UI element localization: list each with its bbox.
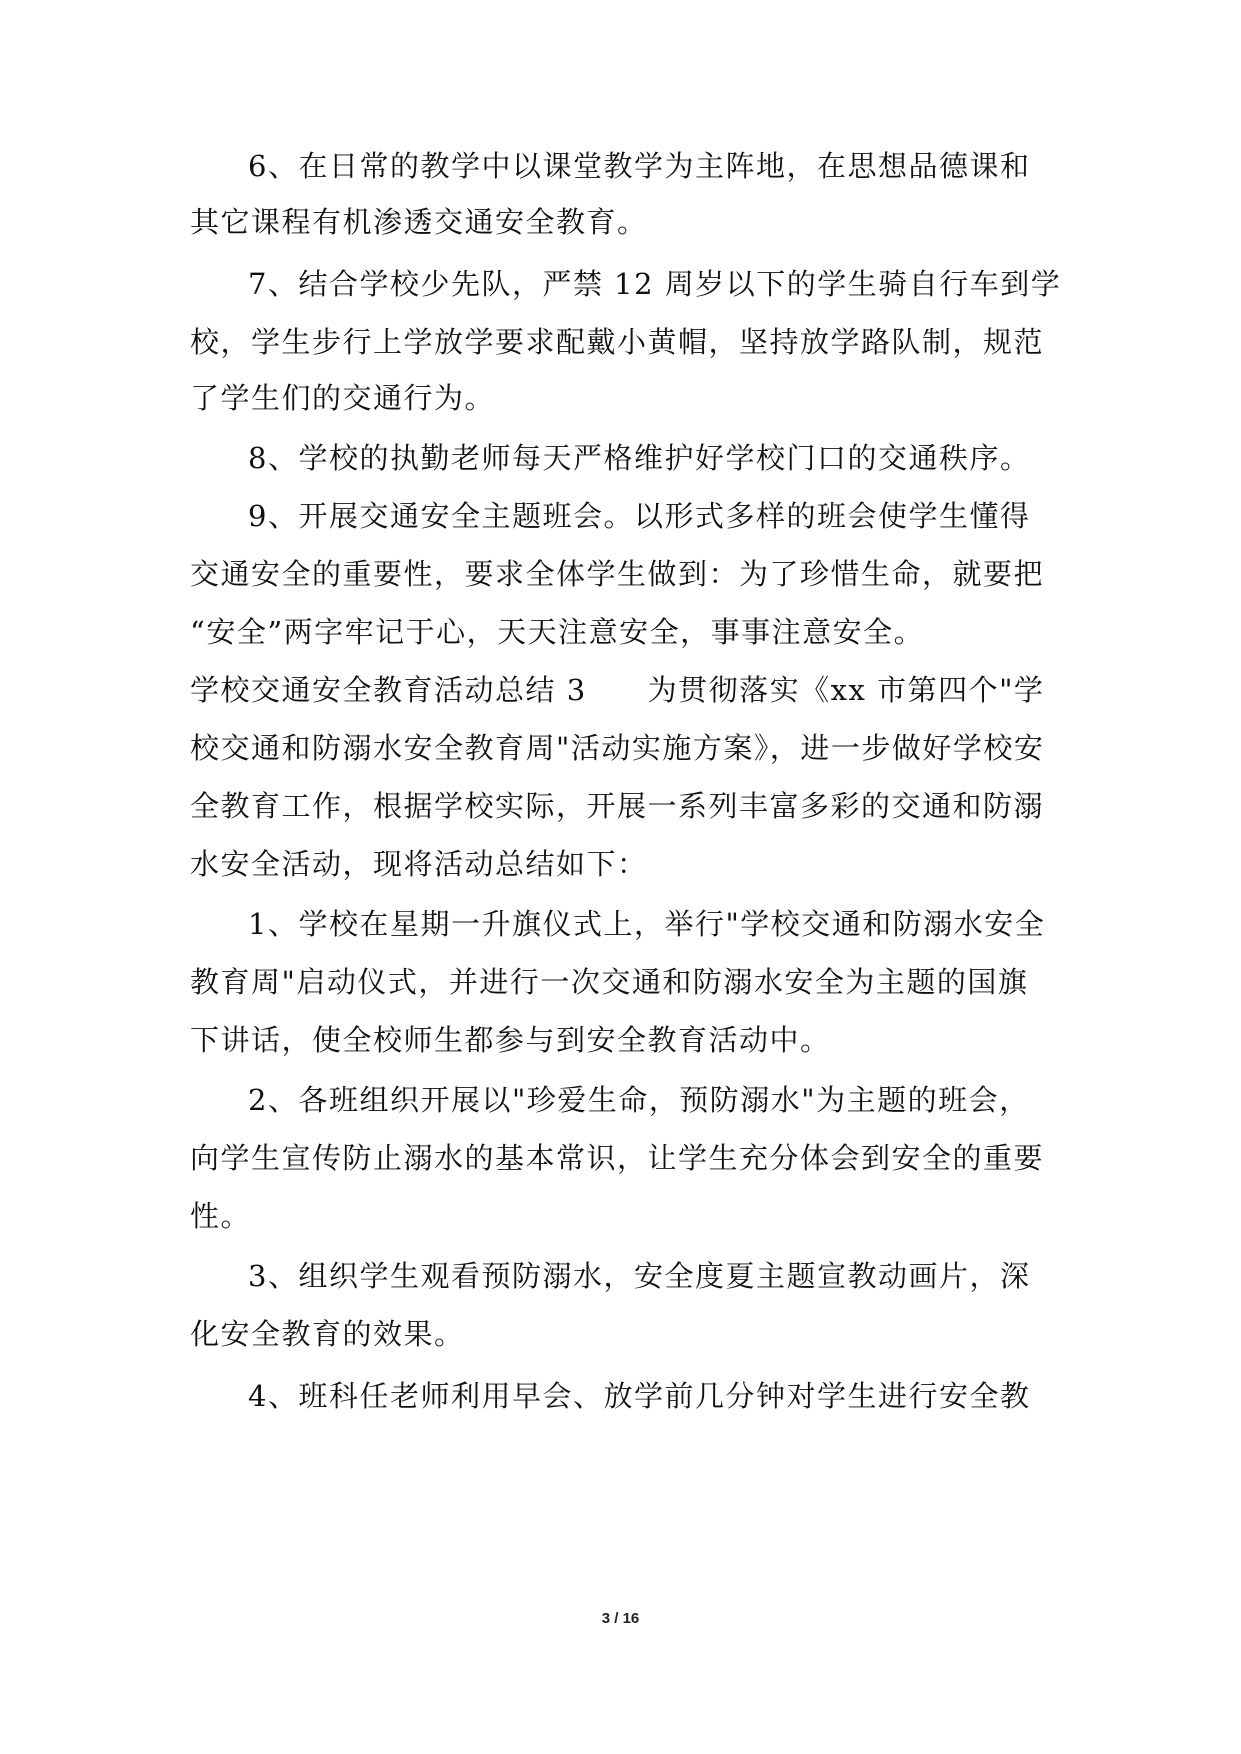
paragraph-line: 校，学生步行上学放学要求配戴小黄帽，坚持放学路队制，规范 (190, 325, 1045, 359)
paragraph-line: 2、各班组织开展以"珍爱生命，预防溺水"为主题的班会， (248, 1083, 1030, 1117)
page-number: 3 / 16 (601, 1610, 640, 1627)
paragraph-line: 化安全教育的效果。 (190, 1317, 465, 1351)
paragraph-line: 9、开展交通安全主题班会。以形式多样的班会使学生懂得 (248, 499, 1031, 533)
paragraph-line: 交通安全的重要性，要求全体学生做到：为了珍惜生命，就要把 (190, 557, 1045, 591)
paragraph-line: 8、学校的执勤老师每天严格维护好学校门口的交通秩序。 (248, 441, 1031, 475)
paragraph-line: “安全”两字牢记于心，天天注意安全，事事注意安全。 (190, 615, 925, 649)
paragraph-line: 1、学校在星期一升旗仪式上，举行"学校交通和防溺水安全 (248, 907, 1046, 941)
section-heading-line: 学校交通安全教育活动总结 3 为贯彻落实《xx 市第四个"学 (190, 673, 1045, 707)
paragraph-line: 下讲话，使全校师生都参与到安全教育活动中。 (190, 1023, 831, 1057)
paragraph-line: 4、班科任老师利用早会、放学前几分钟对学生进行安全教 (248, 1379, 1031, 1413)
paragraph-line: 校交通和防溺水安全教育周"活动实施方案》，进一步做好学校安 (190, 731, 1045, 765)
paragraph-line: 6、在日常的教学中以课堂教学为主阵地，在思想品德课和 (248, 149, 1031, 183)
paragraph-line: 向学生宣传防止溺水的基本常识，让学生充分体会到安全的重要 (190, 1141, 1045, 1175)
paragraph-line: 其它课程有机渗透交通安全教育。 (190, 205, 648, 239)
paragraph-line: 7、结合学校少先队，严禁 12 周岁以下的学生骑自行车到学 (248, 267, 1062, 301)
paragraph-line: 水安全活动，现将活动总结如下： (190, 847, 648, 881)
paragraph-line: 了学生们的交通行为。 (190, 381, 496, 415)
paragraph-line: 性。 (190, 1199, 252, 1233)
paragraph-line: 3、组织学生观看预防溺水，安全度夏主题宣教动画片，深 (248, 1259, 1031, 1293)
paragraph-line: 教育周"启动仪式，并进行一次交通和防溺水安全为主题的国旗 (190, 965, 1029, 999)
paragraph-line: 全教育工作，根据学校实际，开展一系列丰富多彩的交通和防溺 (190, 789, 1045, 823)
